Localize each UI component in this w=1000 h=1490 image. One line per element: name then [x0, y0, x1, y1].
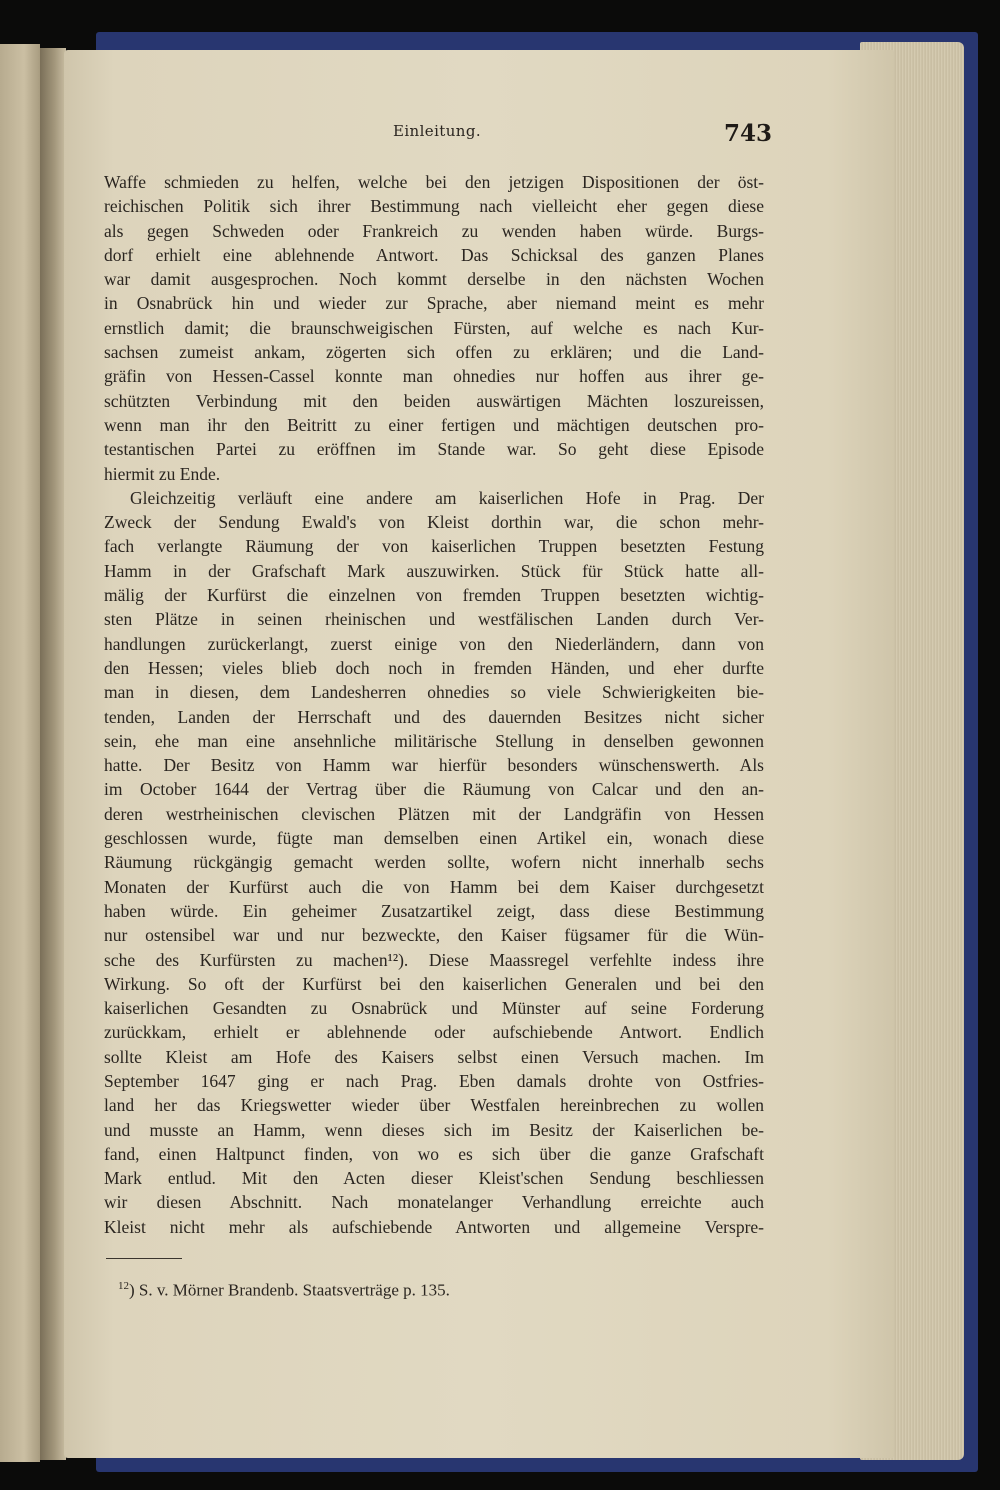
text-line: wenn man ihr den Beitritt zu einer fertigen und mächtigen deutschen pro- — [104, 414, 764, 435]
text-line: reichischen Politik sich ihrer Bestimmung nach vielleicht eher gegen diese — [104, 196, 764, 217]
text-line: land her das Kriegswetter wieder über Westfalen hereinbrechen zu wollen — [104, 1095, 764, 1116]
text-line: Wirkung. So oft der Kurfürst bei den kaiserlichen Generalen und bei den — [104, 973, 764, 994]
text-line: sollte Kleist am Hofe des Kaisers selbst einen Versuch machen. Im — [104, 1046, 764, 1067]
text-line: als gegen Schweden oder Frankreich zu wenden haben würde. Burgs- — [104, 220, 764, 241]
text-line: fach verlangte Räumung der von kaiserlichen Truppen besetzten Festung — [104, 536, 764, 557]
text-line: nur ostensibel war und nur bezweckte, den Kaiser fügsamer für die Wün- — [104, 925, 764, 946]
text-line: Räumung rückgängig gemacht werden sollte, wofern nicht innerhalb sechs — [104, 852, 764, 873]
text-line: Mark entlud. Mit den Acten dieser Kleist'schen Sendung beschliessen — [104, 1168, 764, 1189]
text-line: wir diesen Abschnitt. Nach monatelanger Verhandlung erreichte auch — [104, 1192, 764, 1213]
running-head — [100, 122, 776, 156]
text-line: September 1647 ging er nach Prag. Eben damals drohte von Ostfries- — [104, 1070, 764, 1091]
previous-page-edge — [0, 44, 40, 1462]
text-line: sachsen zumeist ankam, zögerten sich offen zu erklären; und die Land- — [104, 342, 764, 363]
text-line: ernstlich damit; die braunschweigischen Fürsten, auf welche es nach Kur- — [104, 317, 764, 338]
footnote-text: ) S. v. Mörner Brandenb. Staatsverträge p. 135. — [129, 1280, 450, 1300]
text-line: sten Plätze in seinen rheinischen und westfälischen Landen durch Ver- — [104, 609, 764, 630]
text-line: in Osnabrück hin und wieder zur Sprache, aber niemand meint es mehr — [104, 293, 764, 314]
text-line: Zweck der Sendung Ewald's von Kleist dorthin war, die schon mehr- — [104, 512, 764, 533]
text-line: hiermit zu Ende. — [104, 463, 221, 484]
book-gutter — [40, 48, 66, 1460]
text-line: handlungen zurückerlangt, zuerst einige von den Niederländern, dann von — [104, 633, 764, 654]
text-line: fand, einen Haltpunct finden, von wo es sich über die ganze Grafschaft — [104, 1143, 764, 1164]
text-line: Monaten der Kurfürst auch die von Hamm bei dem Kaiser durchgesetzt — [104, 876, 764, 897]
text-line: deren westrheinischen clevischen Plätzen mit der Landgräfin von Hessen — [104, 803, 764, 824]
text-line: kaiserlichen Gesandten zu Osnabrück und Münster auf seine Forderung — [104, 998, 764, 1019]
text-line: Waffe schmieden zu helfen, welche bei den jetzigen Dispositionen der öst- — [104, 172, 764, 192]
text-line: tenden, Landen der Herrschaft und des dauernden Besitzes nicht sicher — [104, 706, 764, 727]
footnote — [118, 1280, 450, 1301]
text-line: testantischen Partei zu eröffnen im Stande war. So geht diese Episode — [104, 439, 764, 460]
text-line: Hamm in der Grafschaft Mark auszuwirken. Stück für Stück hatte all- — [104, 560, 764, 581]
text-line: und musste an Hamm, wenn dieses sich im Besitz der Kaiserlichen be- — [104, 1119, 764, 1140]
text-line: war damit ausgesprochen. Noch kommt derselbe in den nächsten Wochen — [104, 269, 764, 290]
text-line: den Hessen; vieles blieb doch noch in fremden Händen, und eher durfte — [104, 657, 764, 678]
text-line: Kleist nicht mehr als aufschiebende Antworten und allgemeine Verspre- — [104, 1216, 764, 1237]
text-line: man in diesen, dem Landesherren ohnedies so viele Schwierigkeiten bie- — [104, 682, 764, 703]
text-line: mälig der Kurfürst die einzelnen von fremden Truppen besetzten wichtig- — [104, 585, 764, 606]
text-line: im October 1644 der Vertrag über die Räumung von Calcar und den an- — [104, 779, 764, 800]
running-title: Einleitung. — [393, 122, 481, 140]
body-text — [104, 170, 764, 1239]
footnote-marker: 12 — [118, 1280, 129, 1292]
text-line: dorf erhielt eine ablehnende Antwort. Das Schicksal des ganzen Planes — [104, 244, 764, 265]
text-line: zurückkam, erhielt er ablehnende oder aufschiebende Antwort. Endlich — [104, 1022, 764, 1043]
text-line: geschlossen wurde, fügte man demselben einen Artikel ein, wonach diese — [104, 828, 764, 849]
text-line: schützten Verbindung mit den beiden auswärtigen Mächten loszureissen, — [104, 390, 764, 411]
text-line: sche des Kurfürsten zu machen¹²). Diese Maassregel verfehlte indess ihre — [104, 949, 764, 970]
text-line: haben würde. Ein geheimer Zusatzartikel zeigt, dass diese Bestimmung — [104, 900, 764, 921]
text-line: hatte. Der Besitz von Hamm war hierfür besonders wünschenswerth. Als — [104, 755, 764, 776]
text-line: Gleichzeitig verläuft eine andere am kaiserlichen Hofe in Prag. Der — [130, 487, 764, 508]
text-line: gräfin von Hessen-Cassel konnte man ohnedies nur hoffen aus ihrer ge- — [104, 366, 764, 387]
footnote-divider — [106, 1258, 182, 1259]
page-number: 743 — [723, 120, 772, 147]
text-line: sein, ehe man eine ansehnliche militärische Stellung in denselben gewonnen — [104, 730, 764, 751]
